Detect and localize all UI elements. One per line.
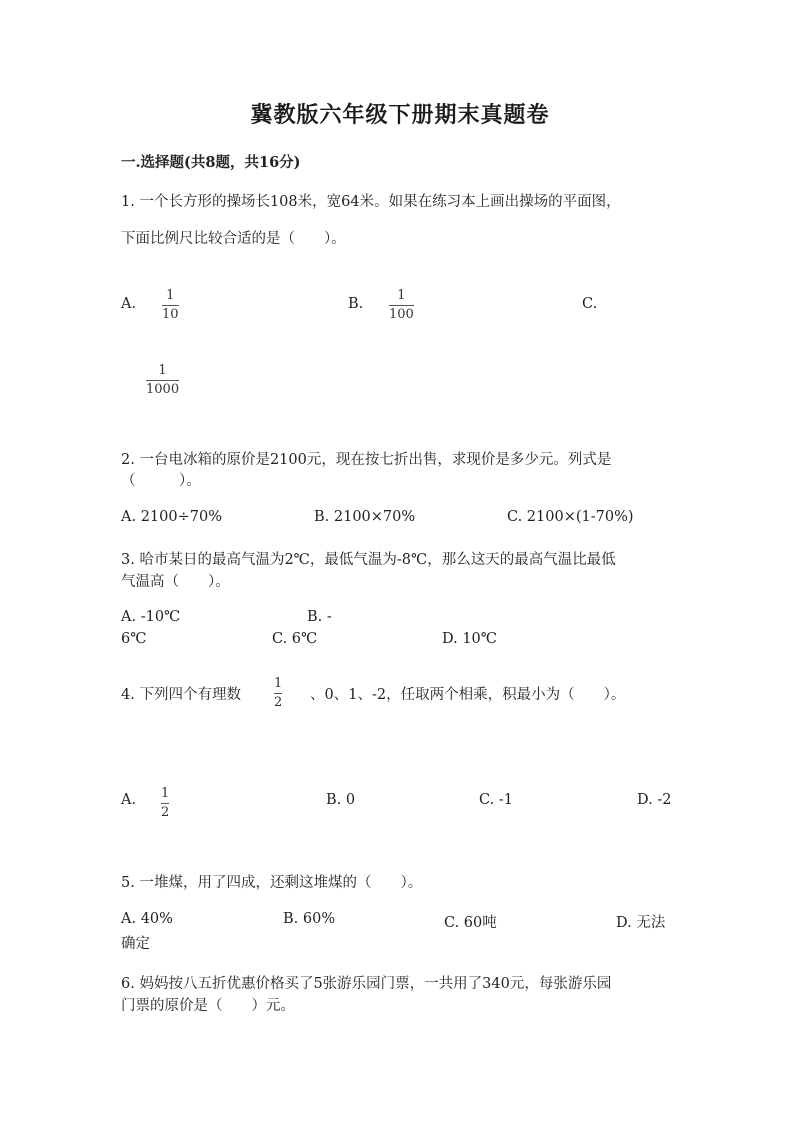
fraction-denominator: 1000: [146, 382, 180, 397]
q2-option-c: C. 2100×(1-70%): [507, 509, 634, 525]
fraction-denominator: 2: [274, 695, 283, 710]
q4-stem-before: 4. 下列四个有理数: [121, 687, 241, 703]
fraction-denominator: 100: [389, 307, 414, 322]
fraction-bar: [162, 305, 179, 306]
fraction-denominator: 2: [161, 805, 170, 820]
q1-option-c-label: C.: [582, 296, 598, 312]
q5-option-d-line1: D. 无法: [616, 915, 666, 931]
q3-option-a: A. -10℃: [121, 609, 181, 625]
q4-option-c: C. -1: [479, 792, 513, 808]
section-heading: 一.选择题(共8题，共16分): [121, 154, 301, 171]
q4-stem-after: 、0、1、-2，任取两个相乘，积最小为（ ）。: [310, 687, 626, 703]
q2-stem-line1: 2. 一台电冰箱的原价是2100元，现在按七折出售，求现价是多少元。列式是: [121, 452, 612, 468]
q5-option-c: C. 60吨: [444, 915, 497, 931]
q1-option-b-fraction: [389, 288, 414, 322]
fraction-numerator: 1: [158, 363, 167, 378]
q3-option-b-line2: 6℃: [121, 631, 147, 647]
q1-option-c-fraction: [146, 363, 179, 397]
q5-option-a: A. 40%: [121, 911, 173, 927]
fraction-denominator: 10: [162, 307, 179, 322]
q1-option-b-label: B.: [348, 296, 364, 312]
fraction-bar: [389, 305, 414, 306]
page-title: 冀教版六年级下册期末真题卷: [250, 102, 550, 128]
q2-option-b: B. 2100×70%: [314, 509, 416, 525]
fraction-bar: [161, 803, 169, 804]
fraction-numerator: 1: [274, 676, 283, 691]
fraction-bar: [274, 693, 282, 694]
fraction-numerator: 1: [161, 786, 170, 801]
q5-stem: 5. 一堆煤，用了四成，还剩这堆煤的（ ）。: [121, 875, 423, 891]
q6-stem-line1: 6. 妈妈按八五折优惠价格买了5张游乐园门票，一共用了340元，每张游乐园: [121, 976, 612, 992]
q1-stem-line2: 下面比例尺比较合适的是（ ）。: [121, 231, 346, 247]
q5-option-d-line2: 确定: [121, 936, 150, 952]
q4-option-b: B. 0: [326, 792, 356, 808]
q2-stem-line2: （ ）。: [121, 473, 201, 489]
q3-stem-line1: 3. 哈市某日的最高气温为2℃，最低气温为-8℃，那么这天的最高气温比最低: [121, 552, 616, 568]
q4-stem-fraction: [274, 676, 282, 710]
q1-stem-line1: 1. 一个长方形的操场长108米，宽64米。如果在练习本上画出操场的平面图，: [121, 194, 621, 210]
q4-option-d: D. -2: [637, 792, 672, 808]
q4-option-a-label: A.: [121, 792, 137, 808]
q4-option-a-fraction: [161, 786, 169, 820]
fraction-bar: [146, 380, 179, 381]
fraction-numerator: 1: [397, 288, 406, 303]
q2-option-a: A. 2100÷70%: [121, 509, 222, 525]
q5-option-b: B. 60%: [283, 911, 336, 927]
q3-option-b-line1: B. -: [307, 609, 332, 625]
q6-stem-line2: 门票的原价是（ ）元。: [121, 998, 295, 1014]
q1-option-a-fraction: [162, 288, 179, 322]
q3-stem-line2: 气温高（ ）。: [121, 574, 230, 590]
q3-option-c: C. 6℃: [272, 631, 318, 647]
q1-option-a-label: A.: [121, 296, 137, 312]
fraction-numerator: 1: [166, 288, 175, 303]
q3-option-d: D. 10℃: [442, 631, 497, 647]
